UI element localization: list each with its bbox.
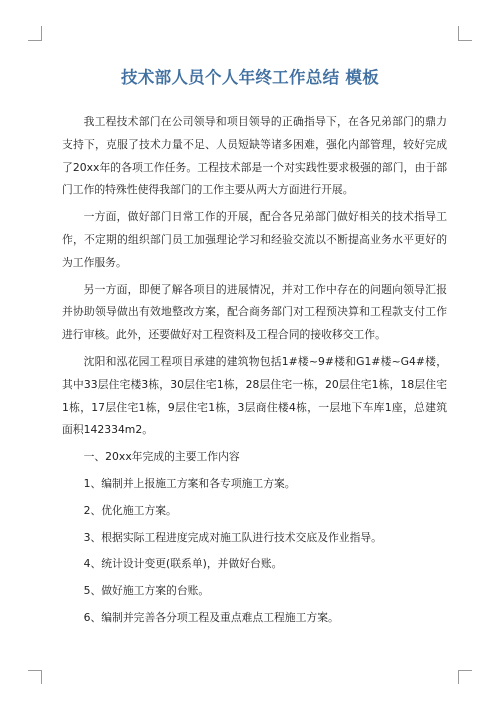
document-title: 技术部人员个人年终工作总结 模板 — [120, 68, 380, 87]
crop-mark-top-left-horizontal — [28, 40, 42, 41]
paragraph: 一方面，做好部门日常工作的开展，配合各兄弟部门做好相关的技术指导工作，不定期的组织部门员工加强理论学习和经验交流以不断提高业务水平更好的为工作服务。 — [62, 210, 447, 269]
crop-mark-top-left-vertical — [41, 26, 42, 40]
crop-mark-bottom-right-vertical — [458, 670, 459, 684]
list-item: 5、做好施工方案的台账。 — [83, 584, 210, 598]
paragraph: 另一方面，即便了解各项目的进展情况，并对工作中存在的问题向领导汇报并协助领导做出有效地整改方案，配合商务部门对工程预决算和工程款支付工作进行审核。此外，还要做好对工程资料及工程合同的接收移交工作。 — [62, 282, 447, 342]
section-heading: 一、20xx年完成的主要工作内容 — [83, 450, 240, 464]
crop-mark-bottom-left-vertical — [41, 670, 42, 684]
list-item: 6、编制并完善各分项工程及重点难点工程施工方案。 — [83, 610, 339, 624]
crop-mark-bottom-right-horizontal — [458, 670, 472, 671]
crop-mark-bottom-left-horizontal — [28, 670, 42, 671]
list-item: 3、根据实际工程进度完成对施工队进行技术交底及作业指导。 — [83, 530, 382, 544]
document-body — [62, 111, 447, 634]
crop-mark-top-right-horizontal — [458, 40, 472, 41]
list-item: 1、编制并上报施工方案和各专项施工方案。 — [83, 476, 296, 490]
paragraph: 沈阳和泓花园工程项目承建的建筑物包括1#楼~9#楼和G1#楼~G4#楼，其中33层住宅楼3栋，30层住宅1栋，28层住宅一栋，20层住宅1栋，18层住宅1栋，17层住宅1栋，9层住宅1栋，3层商住楼4栋，一层地下车库1座，总建筑面积142334m2。 — [62, 354, 447, 437]
list-item: 4、统计设计变更(联系单)，并做好台账。 — [83, 557, 283, 571]
paragraph: 我工程技术部门在公司领导和项目领导的正确指导下，在各兄弟部门的鼎力支持下，克服了技术力量不足、人员短缺等诸多困难，强化内部管理，较好完成了20xx年的各项工作任务。工程技术部是一个对实践性要求极强的部门，由于部门工作的特殊性使得我部门的工作主要从两大方面进行开展。 — [62, 115, 447, 197]
crop-mark-top-right-vertical — [458, 26, 459, 40]
list-item: 2、优化施工方案。 — [83, 503, 177, 517]
